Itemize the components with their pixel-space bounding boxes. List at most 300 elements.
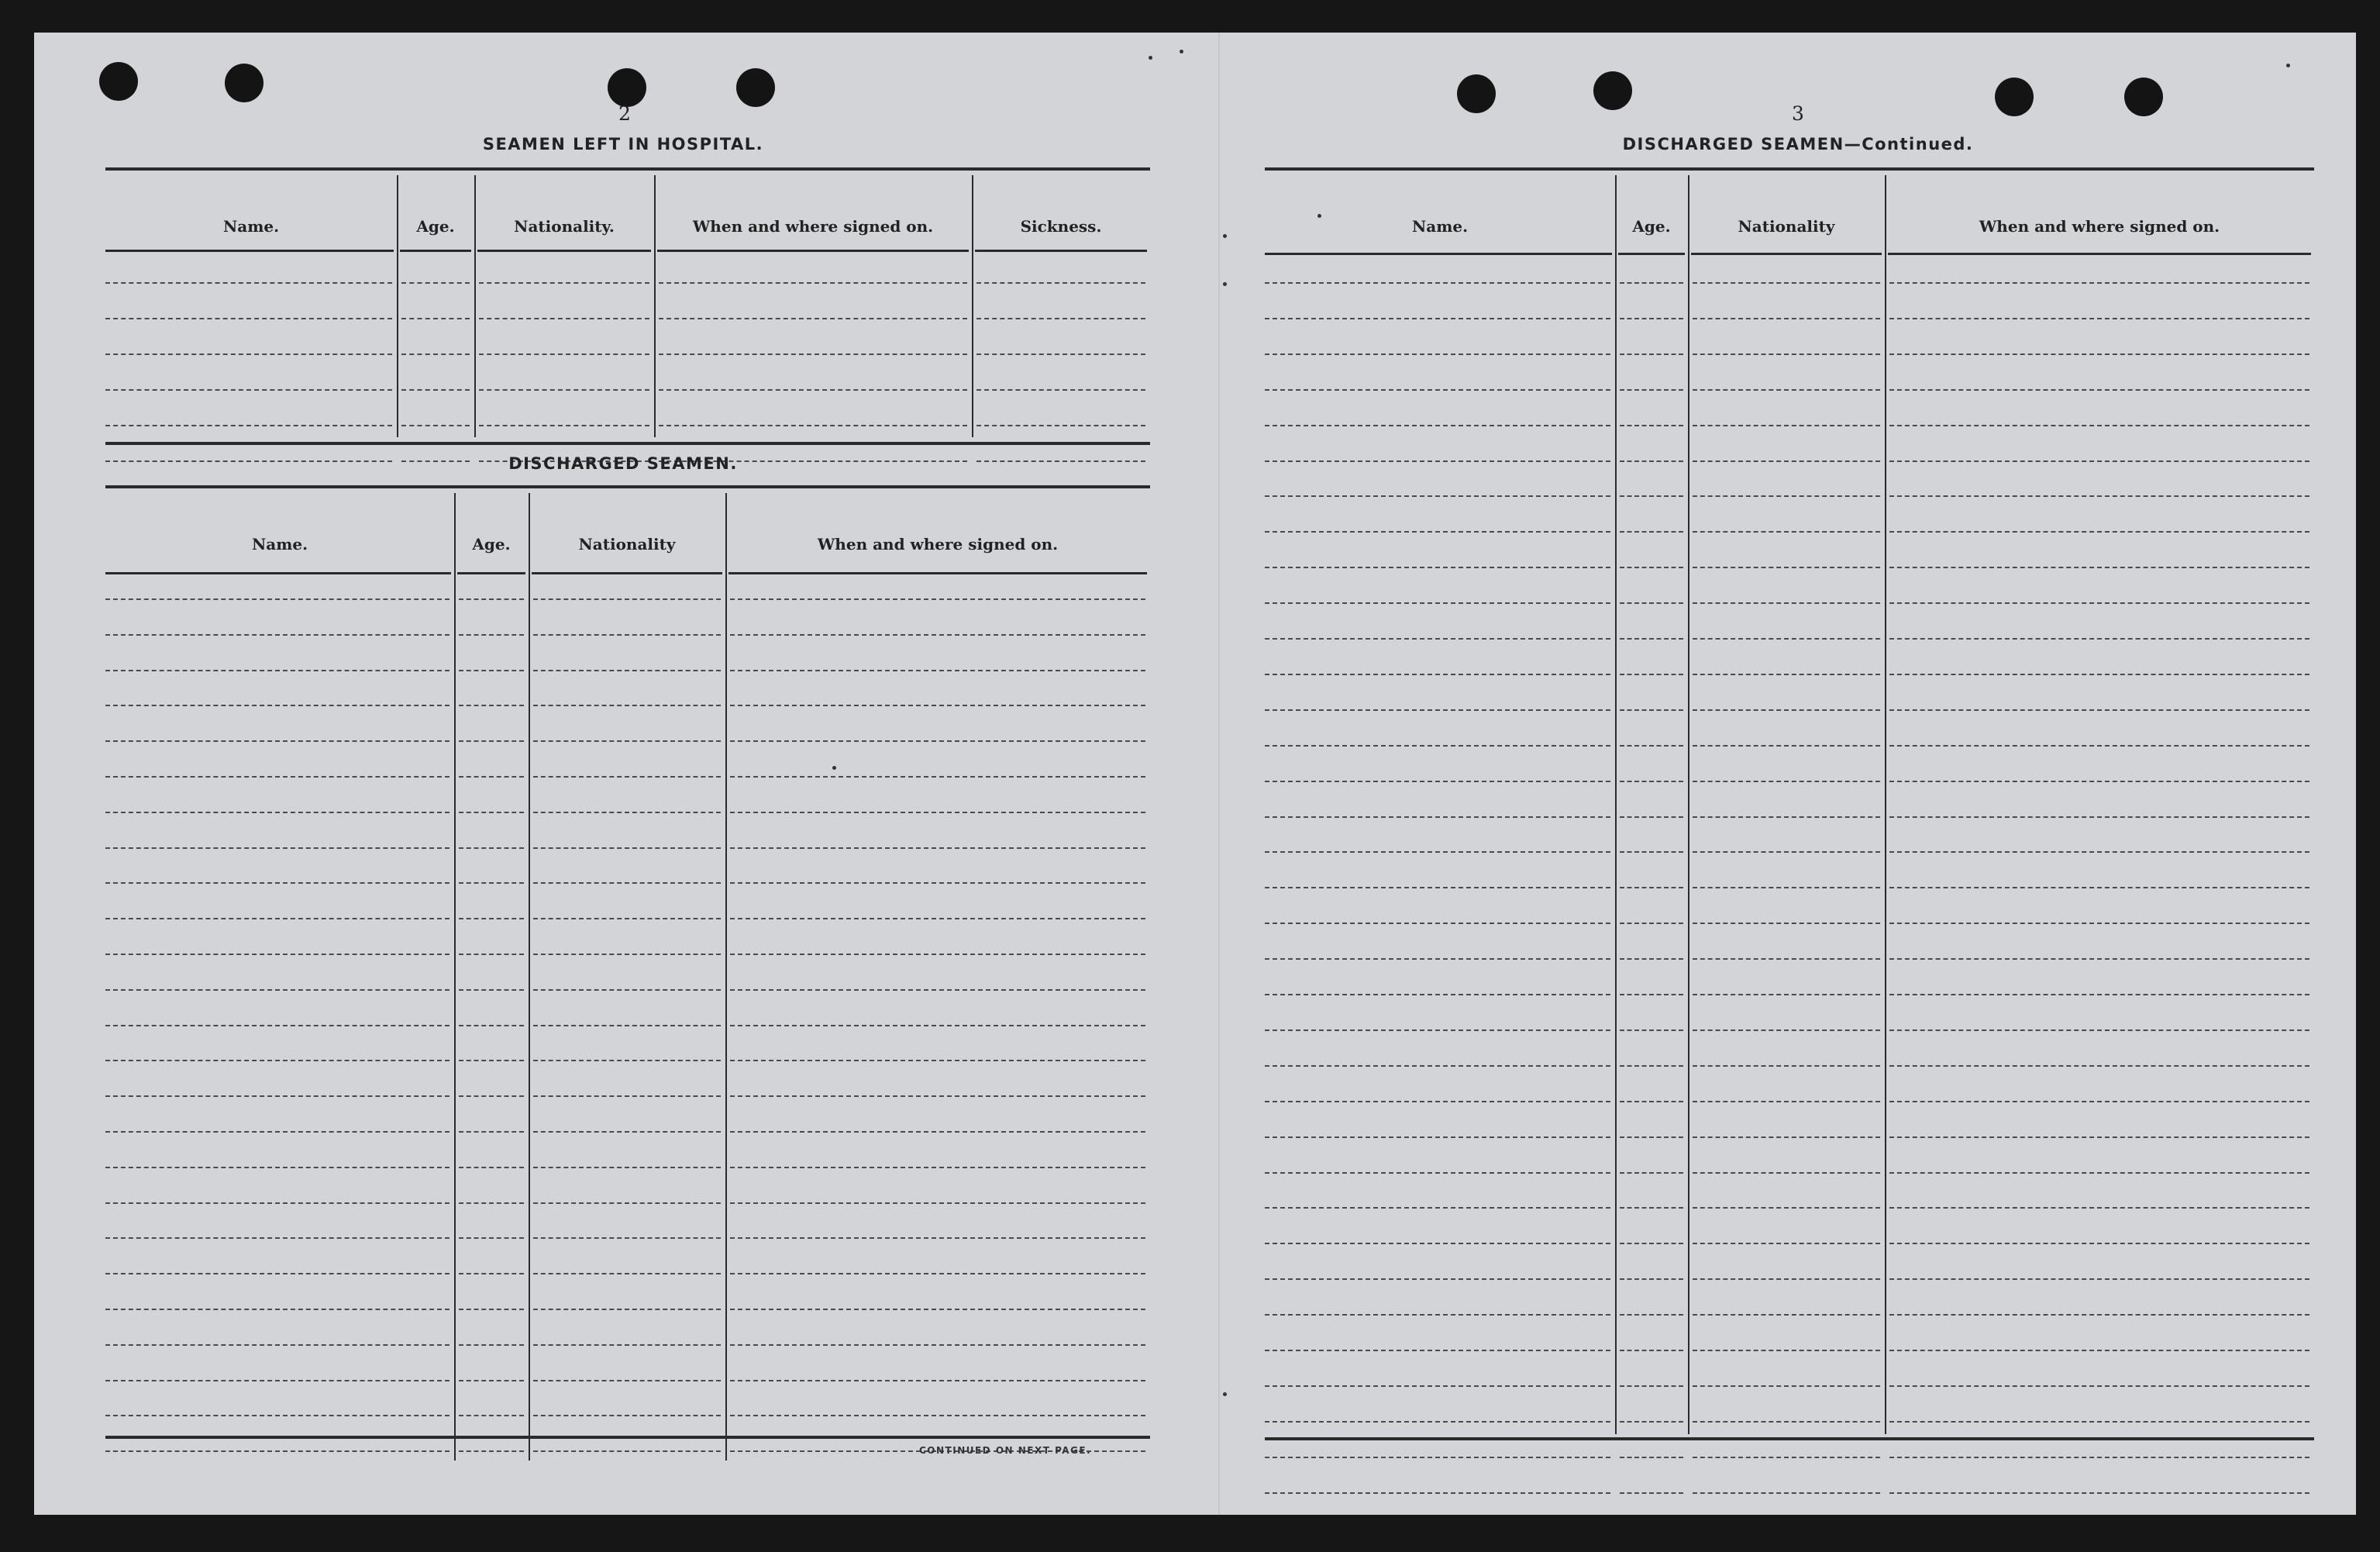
table-row[interactable] [1693, 425, 1880, 426]
table-row[interactable] [1265, 389, 1610, 391]
table-row[interactable] [479, 389, 649, 391]
left-page [34, 33, 1218, 1515]
table-row[interactable] [1693, 1385, 1880, 1387]
table-row[interactable] [1620, 1207, 1683, 1209]
table-row[interactable] [1265, 923, 1610, 924]
table-row[interactable] [105, 989, 449, 991]
table-row[interactable] [1889, 638, 2309, 640]
table-row[interactable] [1620, 425, 1683, 426]
table-row[interactable] [533, 1131, 721, 1133]
table-row[interactable] [1889, 923, 2309, 924]
table-row[interactable] [1889, 1278, 2309, 1280]
table-row[interactable] [1265, 745, 1610, 747]
table-row[interactable] [533, 1309, 721, 1310]
table-row[interactable] [1693, 638, 1880, 640]
table-row[interactable] [976, 425, 1145, 426]
table-row[interactable] [1693, 1029, 1880, 1031]
table-row[interactable] [459, 705, 524, 706]
header-underline [105, 572, 451, 574]
column-divider [397, 175, 398, 437]
table-row[interactable] [479, 318, 649, 319]
table-row[interactable] [1693, 318, 1880, 319]
table-row[interactable] [1693, 781, 1880, 782]
header-underline [457, 572, 525, 574]
table-row[interactable] [1265, 887, 1610, 888]
table-row[interactable] [1620, 354, 1683, 355]
table-row[interactable] [730, 1344, 1145, 1346]
table-row[interactable] [1265, 1278, 1610, 1280]
table-row[interactable] [105, 425, 392, 426]
table-row[interactable] [730, 705, 1145, 706]
table-row[interactable] [1889, 1029, 2309, 1031]
table-row[interactable] [1620, 1029, 1683, 1031]
table-row[interactable] [459, 1273, 524, 1274]
table-row[interactable] [1693, 994, 1880, 995]
column-divider [454, 493, 456, 1461]
table-row[interactable] [459, 740, 524, 742]
column-divider [474, 175, 476, 437]
table-row[interactable] [1889, 994, 2309, 995]
table-row[interactable] [1693, 1421, 1880, 1423]
table-row[interactable] [1889, 354, 2309, 355]
table-row[interactable] [479, 354, 649, 355]
table-row[interactable] [1620, 495, 1683, 497]
table-row[interactable] [1265, 1243, 1610, 1244]
header-underline [1265, 253, 1612, 255]
table-row[interactable] [1265, 1350, 1610, 1351]
table-row[interactable] [1693, 389, 1880, 391]
table-row[interactable] [1265, 1172, 1610, 1174]
table-row[interactable] [730, 634, 1145, 636]
table-row[interactable] [1693, 851, 1880, 853]
table-row[interactable] [1620, 709, 1683, 711]
column-header: Name. [1411, 217, 1469, 236]
table-row[interactable] [533, 847, 721, 849]
table-row[interactable] [533, 882, 721, 884]
table-row[interactable] [1889, 1101, 2309, 1102]
table-row[interactable] [1620, 1350, 1683, 1351]
table-row[interactable] [1693, 745, 1880, 747]
table-row[interactable] [1620, 460, 1683, 462]
table-row[interactable] [1620, 923, 1683, 924]
table-row[interactable] [1693, 460, 1880, 462]
table-row[interactable] [1889, 531, 2309, 533]
table-row[interactable] [533, 1060, 721, 1061]
table-row[interactable] [730, 1095, 1145, 1097]
table-row[interactable] [1889, 958, 2309, 960]
table-row[interactable] [976, 354, 1145, 355]
table-row[interactable] [1693, 923, 1880, 924]
table-row[interactable] [459, 954, 524, 955]
table-row[interactable] [459, 598, 524, 600]
table-row[interactable] [459, 1095, 524, 1097]
form-sheet [34, 33, 2356, 1515]
table-row[interactable] [1889, 851, 2309, 853]
table-row[interactable] [1620, 1065, 1683, 1067]
column-header: Nationality [1738, 217, 1835, 236]
table-row[interactable] [730, 1202, 1145, 1204]
table-row[interactable] [1265, 781, 1610, 782]
table-row[interactable] [730, 776, 1145, 778]
table-row[interactable] [1265, 1207, 1610, 1209]
table-row[interactable] [1620, 851, 1683, 853]
table-row[interactable] [1693, 1278, 1880, 1280]
header-underline [1618, 253, 1685, 255]
table-row[interactable] [730, 598, 1145, 600]
table-row[interactable] [1620, 389, 1683, 391]
table-row[interactable] [1889, 1421, 2309, 1423]
table-row[interactable] [730, 740, 1145, 742]
table-row[interactable] [533, 1167, 721, 1168]
column-header: When and where signed on. [817, 535, 1059, 554]
column-header: When and where signed on. [692, 217, 934, 236]
table-row[interactable] [1265, 460, 1610, 462]
table-row[interactable] [533, 812, 721, 813]
table-row[interactable] [659, 318, 967, 319]
table-row[interactable] [1693, 1101, 1880, 1102]
table-row[interactable] [1620, 318, 1683, 319]
table-row[interactable] [105, 812, 449, 813]
table-row[interactable] [479, 425, 649, 426]
table-row[interactable] [730, 918, 1145, 919]
table-row[interactable] [1265, 1065, 1610, 1067]
table-row[interactable] [1620, 1172, 1683, 1174]
table-row[interactable] [459, 989, 524, 991]
table-row[interactable] [1889, 1136, 2309, 1138]
page-number: 2 [618, 102, 631, 125]
table-row[interactable] [105, 354, 392, 355]
table-row[interactable] [105, 598, 449, 600]
table-row[interactable] [105, 1025, 449, 1026]
table-row[interactable] [1265, 1101, 1610, 1102]
table-row[interactable] [1889, 567, 2309, 568]
table-row[interactable] [105, 282, 392, 284]
table-row[interactable] [459, 812, 524, 813]
table-row[interactable] [459, 1167, 524, 1168]
table-row[interactable] [1889, 1350, 2309, 1351]
table-row[interactable] [1693, 567, 1880, 568]
table-row[interactable] [1889, 318, 2309, 319]
table-row[interactable] [659, 389, 967, 391]
table-row[interactable] [1265, 1492, 1610, 1494]
table-row[interactable] [1620, 531, 1683, 533]
table-row[interactable] [730, 1380, 1145, 1381]
table-row[interactable] [976, 460, 1145, 462]
table-row[interactable] [1620, 674, 1683, 675]
table-row[interactable] [533, 989, 721, 991]
table-row[interactable] [730, 1273, 1145, 1274]
table-row[interactable] [459, 882, 524, 884]
table-row[interactable] [976, 282, 1145, 284]
table-row[interactable] [1265, 1421, 1610, 1423]
hospital-table [105, 175, 1150, 474]
table-row[interactable] [1889, 1385, 2309, 1387]
table-row[interactable] [1265, 674, 1610, 675]
table-row[interactable] [459, 1344, 524, 1346]
table-row[interactable] [105, 1095, 449, 1097]
table-row[interactable] [730, 1060, 1145, 1061]
table-row[interactable] [105, 1273, 449, 1274]
table-row[interactable] [1889, 1243, 2309, 1244]
table-row[interactable] [1620, 1457, 1683, 1458]
table-row[interactable] [1889, 495, 2309, 497]
table-row[interactable] [533, 740, 721, 742]
table-row[interactable] [1889, 602, 2309, 604]
table-row[interactable] [1620, 958, 1683, 960]
table-row[interactable] [533, 1450, 721, 1452]
table-row[interactable] [1620, 994, 1683, 995]
table-row[interactable] [1620, 1385, 1683, 1387]
column-divider [1885, 175, 1886, 1434]
table-row[interactable] [105, 1131, 449, 1133]
table-row[interactable] [1265, 282, 1610, 284]
table-row[interactable] [1265, 638, 1610, 640]
table-row[interactable] [533, 705, 721, 706]
table-row[interactable] [533, 670, 721, 671]
right-page [1220, 33, 2356, 1515]
table-row[interactable] [105, 1344, 449, 1346]
table-row[interactable] [1889, 1207, 2309, 1209]
table-row[interactable] [1693, 816, 1880, 818]
table-row[interactable] [105, 1060, 449, 1061]
table-row[interactable] [459, 776, 524, 778]
header-underline [400, 250, 471, 252]
table-row[interactable] [730, 1025, 1145, 1026]
table-row[interactable] [730, 989, 1145, 991]
table-row[interactable] [1620, 781, 1683, 782]
column-header: Age. [472, 535, 511, 554]
table-row[interactable] [459, 1131, 524, 1133]
table-row[interactable] [459, 1415, 524, 1416]
table-row[interactable] [1693, 709, 1880, 711]
table-row[interactable] [1889, 282, 2309, 284]
table-row[interactable] [1693, 282, 1880, 284]
table-row[interactable] [1620, 1136, 1683, 1138]
table-row[interactable] [1620, 1243, 1683, 1244]
table-row[interactable] [1693, 1065, 1880, 1067]
table-row[interactable] [533, 634, 721, 636]
table-row[interactable] [1265, 851, 1610, 853]
table-row[interactable] [1693, 495, 1880, 497]
table-row[interactable] [1693, 531, 1880, 533]
table-row[interactable] [459, 847, 524, 849]
table-row[interactable] [1693, 1136, 1880, 1138]
table-row[interactable] [105, 634, 449, 636]
table-row[interactable] [659, 425, 967, 426]
table-row[interactable] [730, 812, 1145, 813]
table-row[interactable] [1620, 1492, 1683, 1494]
table-row[interactable] [1693, 674, 1880, 675]
table-row[interactable] [1693, 958, 1880, 960]
table-row[interactable] [105, 1237, 449, 1239]
table-row[interactable] [1620, 816, 1683, 818]
header-underline [1888, 253, 2311, 255]
table-row[interactable] [730, 882, 1145, 884]
table-row[interactable] [105, 670, 449, 671]
table-row[interactable] [1889, 709, 2309, 711]
table-row[interactable] [105, 882, 449, 884]
table-row[interactable] [1265, 567, 1610, 568]
table-row[interactable] [479, 282, 649, 284]
table-row[interactable] [1620, 638, 1683, 640]
table-row[interactable] [1265, 1314, 1610, 1316]
table-row[interactable] [1693, 1172, 1880, 1174]
table-row[interactable] [105, 460, 392, 462]
table-row[interactable] [105, 1202, 449, 1204]
bottom-rule [105, 1436, 1150, 1439]
table-row[interactable] [730, 954, 1145, 955]
table-row[interactable] [459, 1060, 524, 1061]
table-row[interactable] [976, 318, 1145, 319]
table-row[interactable] [1620, 1101, 1683, 1102]
table-row[interactable] [105, 1167, 449, 1168]
table-row[interactable] [1620, 282, 1683, 284]
table-row[interactable] [1889, 781, 2309, 782]
table-row[interactable] [1889, 887, 2309, 888]
table-row[interactable] [730, 1131, 1145, 1133]
table-row[interactable] [533, 1025, 721, 1026]
table-row[interactable] [1265, 1385, 1610, 1387]
table-row[interactable] [401, 318, 470, 319]
table-row[interactable] [1693, 1350, 1880, 1351]
column-header: Age. [1632, 217, 1671, 236]
table-row[interactable] [105, 740, 449, 742]
table-row[interactable] [533, 776, 721, 778]
table-row[interactable] [1265, 816, 1610, 818]
table-row[interactable] [730, 847, 1145, 849]
table-row[interactable] [1620, 1314, 1683, 1316]
header-underline [532, 572, 722, 574]
table-row[interactable] [533, 1273, 721, 1274]
table-row[interactable] [533, 1237, 721, 1239]
table-row[interactable] [659, 354, 967, 355]
table-row[interactable] [1889, 1172, 2309, 1174]
table-row[interactable] [533, 1095, 721, 1097]
table-row[interactable] [1889, 1065, 2309, 1067]
table-row[interactable] [1889, 745, 2309, 747]
table-row[interactable] [1889, 1492, 2309, 1494]
table-row[interactable] [533, 918, 721, 919]
table-row[interactable] [105, 918, 449, 919]
column-divider [972, 175, 973, 437]
table-row[interactable] [1889, 816, 2309, 818]
table-row[interactable] [459, 1025, 524, 1026]
table-row[interactable] [730, 1237, 1145, 1239]
table-row[interactable] [1620, 1421, 1683, 1423]
table-row[interactable] [401, 354, 470, 355]
table-row[interactable] [533, 1344, 721, 1346]
table-row[interactable] [1889, 1314, 2309, 1316]
hospital-section-title: SEAMEN LEFT IN HOSPITAL. [482, 135, 764, 153]
table-row[interactable] [730, 1309, 1145, 1310]
table-row[interactable] [1693, 602, 1880, 604]
table-row[interactable] [1889, 389, 2309, 391]
table-row[interactable] [730, 670, 1145, 671]
table-row[interactable] [1620, 745, 1683, 747]
table-row[interactable] [1889, 674, 2309, 675]
table-row[interactable] [1265, 495, 1610, 497]
table-row[interactable] [533, 954, 721, 955]
table-row[interactable] [1265, 318, 1610, 319]
table-row[interactable] [1889, 425, 2309, 426]
table-row[interactable] [401, 282, 470, 284]
table-row[interactable] [1620, 1278, 1683, 1280]
table-row[interactable] [1265, 1029, 1610, 1031]
table-row[interactable] [1693, 1314, 1880, 1316]
column-divider [725, 493, 727, 1461]
table-row[interactable] [1620, 602, 1683, 604]
table-row[interactable] [401, 389, 470, 391]
table-row[interactable] [105, 1450, 449, 1452]
table-row[interactable] [1889, 1457, 2309, 1458]
table-row[interactable] [459, 1450, 524, 1452]
table-row[interactable] [1265, 958, 1610, 960]
table-row[interactable] [1693, 354, 1880, 355]
table-row[interactable] [1693, 1243, 1880, 1244]
table-row[interactable] [105, 954, 449, 955]
table-row[interactable] [659, 282, 967, 284]
table-row[interactable] [1265, 1457, 1610, 1458]
table-row[interactable] [105, 389, 392, 391]
table-row[interactable] [976, 389, 1145, 391]
table-row[interactable] [1693, 1457, 1880, 1458]
table-row[interactable] [533, 1202, 721, 1204]
column-divider [654, 175, 656, 437]
table-row[interactable] [459, 634, 524, 636]
table-row[interactable] [1889, 460, 2309, 462]
table-row[interactable] [1265, 1136, 1610, 1138]
table-row[interactable] [1693, 1207, 1880, 1209]
table-row[interactable] [1265, 425, 1610, 426]
table-row[interactable] [1265, 531, 1610, 533]
table-row[interactable] [1265, 709, 1610, 711]
table-row[interactable] [459, 1309, 524, 1310]
table-row[interactable] [105, 1309, 449, 1310]
table-row[interactable] [730, 1167, 1145, 1168]
header-underline [1691, 253, 1882, 255]
column-header: Sickness. [1020, 217, 1102, 236]
table-row[interactable] [105, 1380, 449, 1381]
table-row[interactable] [533, 1380, 721, 1381]
table-row[interactable] [1693, 1492, 1880, 1494]
table-row[interactable] [459, 1202, 524, 1204]
table-row[interactable] [1265, 994, 1610, 995]
header-underline [728, 572, 1147, 574]
table-row[interactable] [1693, 887, 1880, 888]
table-row[interactable] [1265, 602, 1610, 604]
table-row[interactable] [105, 318, 392, 319]
header-underline [975, 250, 1147, 252]
table-row[interactable] [105, 705, 449, 706]
column-header: Name. [222, 217, 280, 236]
table-row[interactable] [533, 1415, 721, 1416]
table-row[interactable] [105, 847, 449, 849]
continued-note: CONTINUED ON NEXT PAGE. [919, 1445, 1092, 1456]
table-row[interactable] [730, 1415, 1145, 1416]
top-rule [1265, 167, 2314, 171]
table-row[interactable] [533, 598, 721, 600]
table-row[interactable] [105, 776, 449, 778]
table-row[interactable] [1620, 887, 1683, 888]
table-row[interactable] [1265, 354, 1610, 355]
table-row[interactable] [459, 918, 524, 919]
table-row[interactable] [401, 425, 470, 426]
table-row[interactable] [459, 1237, 524, 1239]
table-row[interactable] [459, 1380, 524, 1381]
table-row[interactable] [459, 670, 524, 671]
table-row[interactable] [105, 1415, 449, 1416]
table-row[interactable] [1620, 567, 1683, 568]
